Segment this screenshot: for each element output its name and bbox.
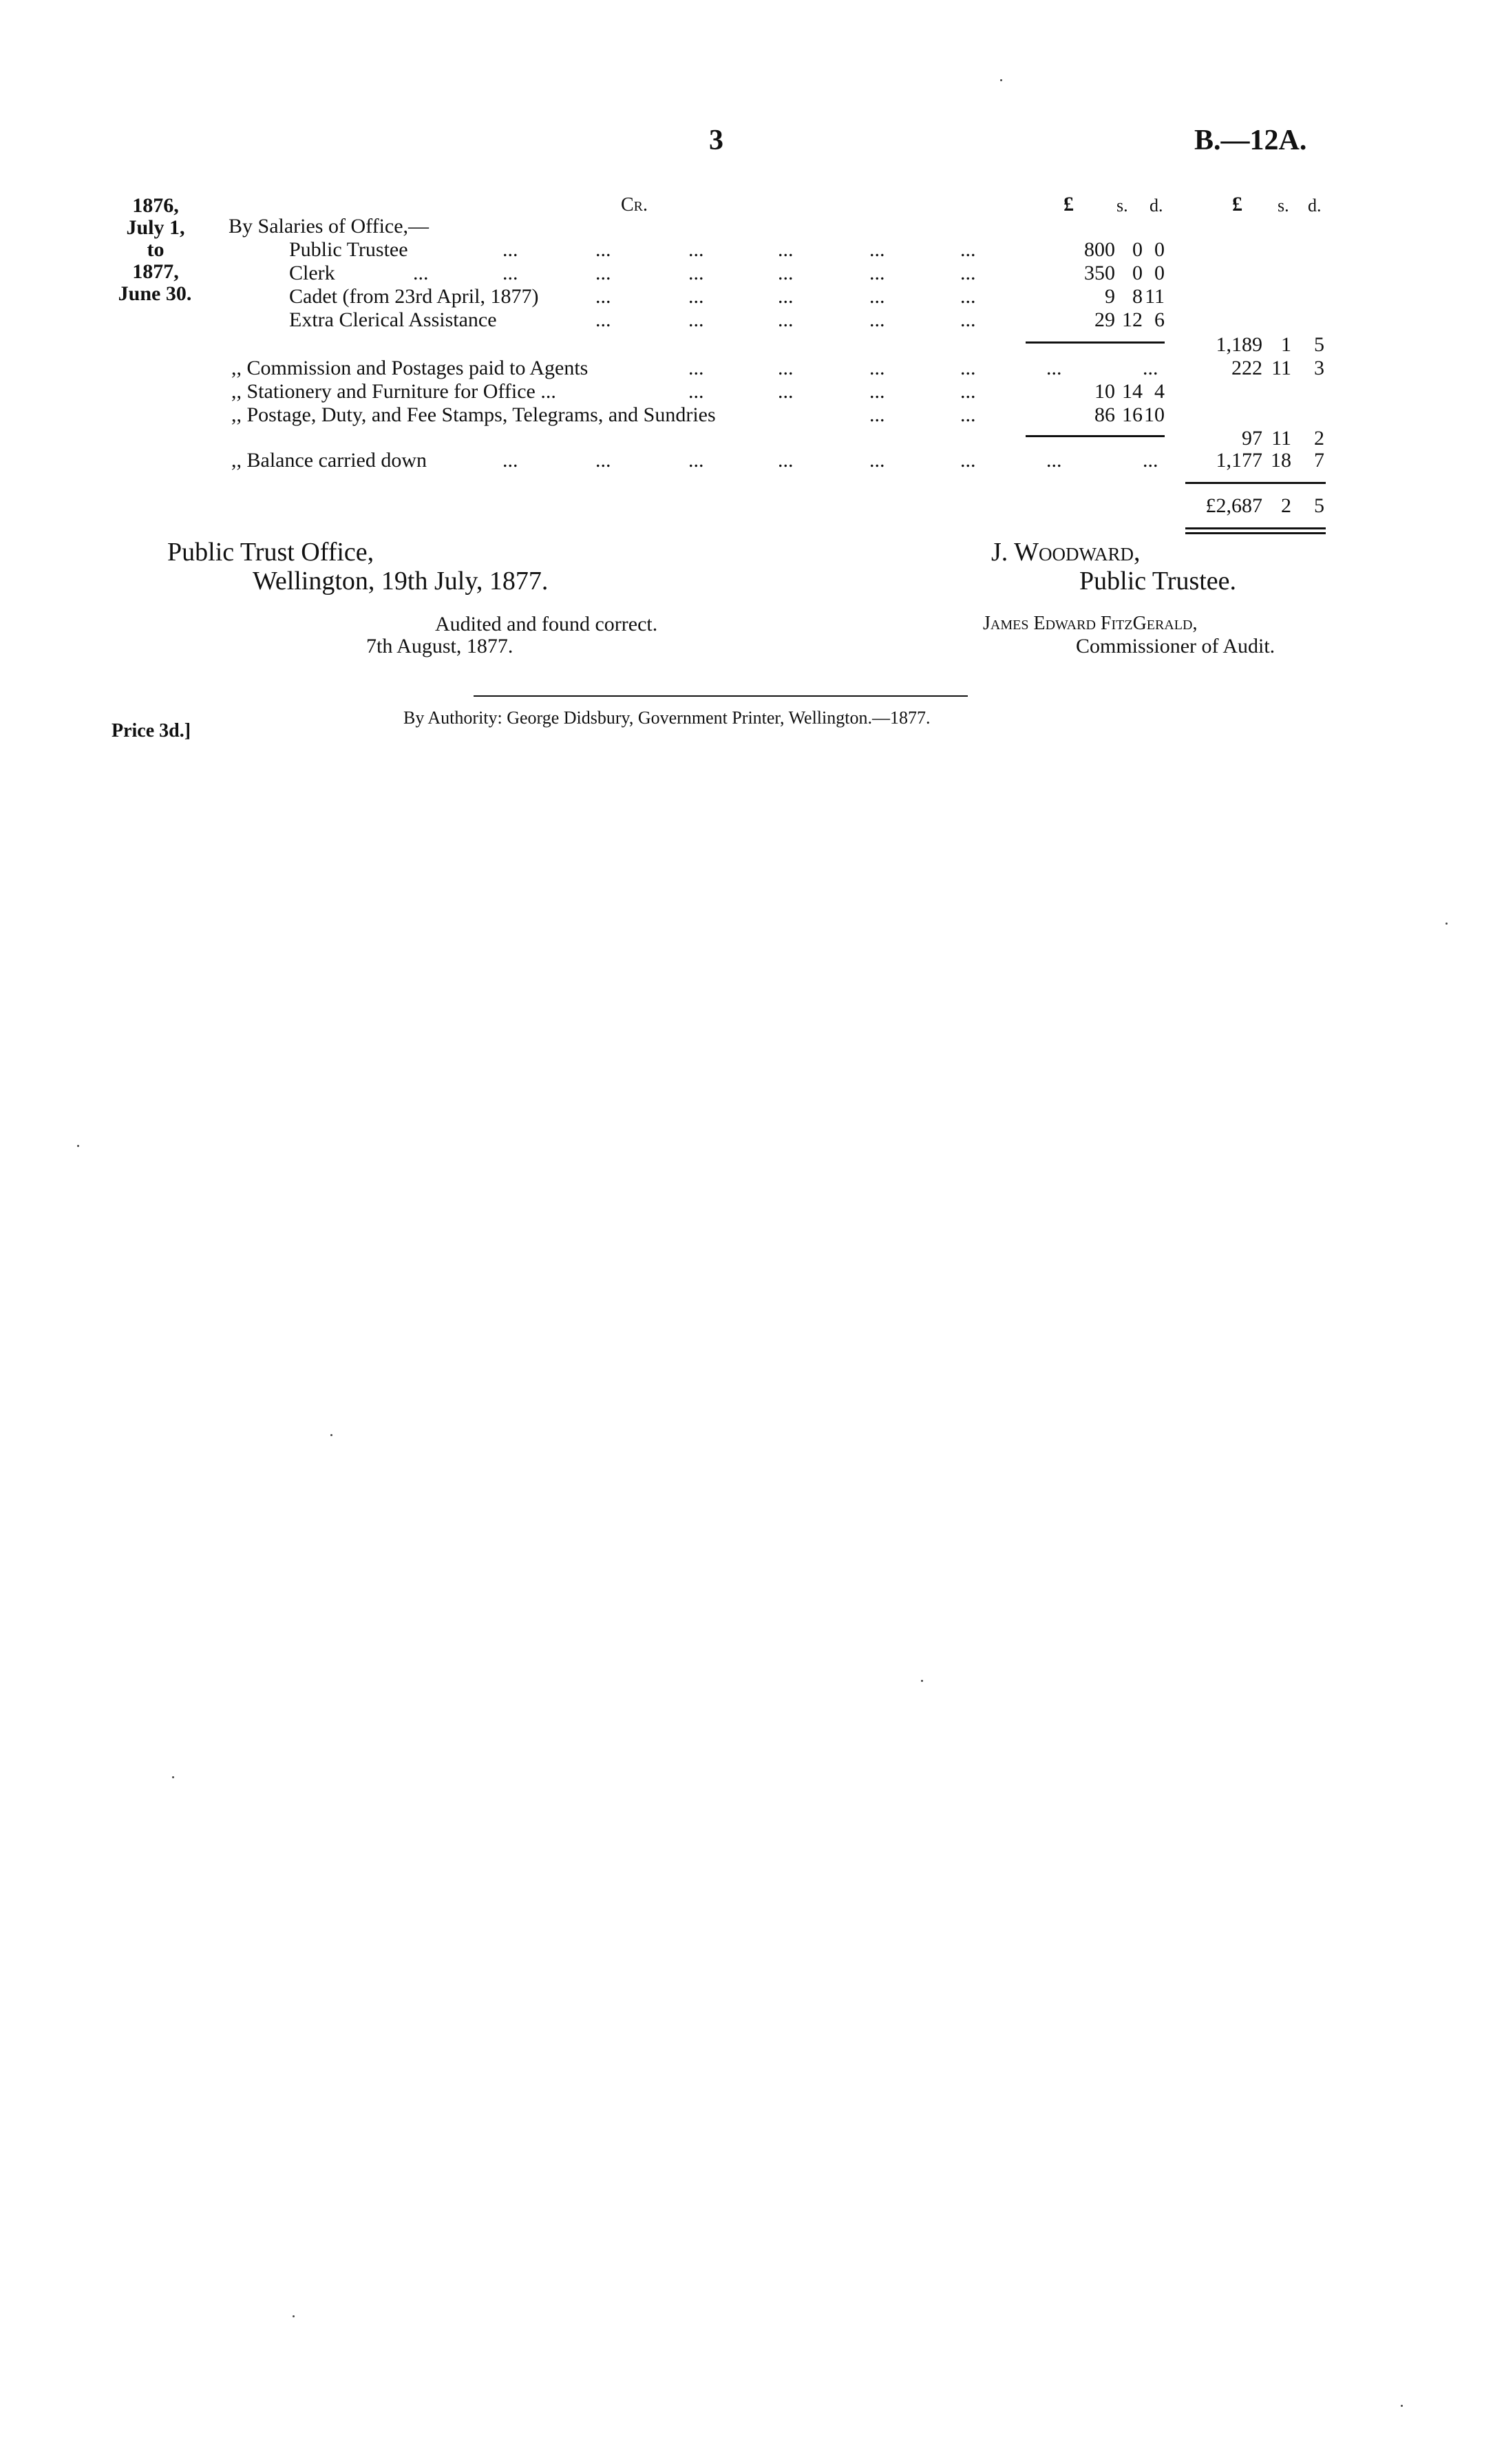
leader-dots: ... [688,262,704,284]
leader-dots: ... [960,285,976,308]
leader-dots: ... [778,449,794,472]
leader-dots: ... [688,285,704,308]
scan-speck [77,1145,79,1147]
postage-shillings: 16 [1122,403,1143,426]
stationery-shillings: 14 [1122,380,1143,403]
leader-dots: ... [778,238,794,261]
office-line-2: Wellington, 19th July, 1877. [253,567,549,596]
subtotal-rule [1026,435,1165,437]
office-line-1: Public Trust Office, [167,538,374,567]
grand-total-pounds: £2,687 [1205,494,1262,517]
amount-shillings: 0 [1132,238,1143,261]
leader-dots: ... [869,308,885,331]
leader-dots: ... [502,238,518,261]
leader-dots: ... [778,380,794,403]
signatory-name: J. Woodward, [991,538,1141,567]
total-shillings: 1 [1281,333,1291,356]
leader-dots: ... [595,285,611,308]
leader-dots: ... [778,357,794,379]
date-month-start: July 1, [126,216,185,239]
leader-dots: ... [960,449,976,472]
salary-label: Extra Clerical Assistance [289,308,497,331]
footer-rule [474,695,968,697]
date-month-end: June 30. [118,282,192,305]
subtotal-rule [1026,341,1165,344]
scan-speck [330,1434,332,1436]
date-year-end: 1877, [132,260,179,283]
leader-dots: ... [869,380,885,403]
leader-dots: ... [1046,449,1062,472]
page-number: 3 [709,125,723,156]
scan-speck [1445,923,1448,925]
commission-pounds: 222 [1231,357,1262,379]
leader-dots: ... [688,380,704,403]
leader-dots: ... [869,285,885,308]
printer-authority: By Authority: George Didsbury, Government Printer, Wellington.—1877. [403,708,931,728]
balance-shillings: 18 [1271,449,1291,472]
leader-dots: ... [502,262,518,284]
leader-dots: ... [960,308,976,331]
column-header-pounds-2: £ [1232,193,1242,215]
amount-pence: 0 [1154,238,1165,261]
salary-label: Public Trustee [289,238,408,261]
scan-speck [293,2315,295,2317]
commission-shillings: 11 [1271,357,1291,379]
leader-dots: ... [688,357,704,379]
leader-dots: ... [778,285,794,308]
leader-dots: ... [778,308,794,331]
amount-shillings: 12 [1122,308,1143,331]
scan-speck [172,1776,174,1778]
leader-dots: ... [1143,357,1158,379]
amount-pounds: 9 [1105,285,1115,308]
leader-dots: ... [960,380,976,403]
leader-dots: ... [595,449,611,472]
leader-dots: ... [688,449,704,472]
column-header-pence-2: d. [1308,196,1322,215]
total-pounds: 1,189 [1216,333,1262,356]
salaries-heading: By Salaries of Office,— [229,215,430,238]
leader-dots: ... [413,262,429,284]
amount-shillings: 0 [1132,262,1143,284]
credit-side-label: Cr. [621,194,648,215]
leader-dots: ... [960,403,976,426]
leader-dots: ... [960,262,976,284]
column-header-shillings-1: s. [1116,196,1128,215]
column-header-shillings-2: s. [1278,196,1289,215]
grand-total-pence: 5 [1314,494,1324,517]
total-pounds: 97 [1242,427,1262,450]
leader-dots: ... [869,357,885,379]
scan-speck [921,1680,923,1682]
amount-shillings: 8 [1132,285,1143,308]
leader-dots: ... [869,262,885,284]
leader-dots: ... [688,238,704,261]
leader-dots: ... [869,403,885,426]
date-to: to [147,238,165,261]
salary-label: Clerk [289,262,335,284]
date-year-start: 1876, [132,194,179,217]
auditor-title: Commissioner of Audit. [1076,635,1275,657]
amount-pence: 6 [1154,308,1165,331]
amount-pence: 11 [1145,285,1165,308]
balance-pence: 7 [1314,449,1324,472]
leader-dots: ... [869,238,885,261]
total-pence: 2 [1314,427,1324,450]
grand-total-shillings: 2 [1281,494,1291,517]
leader-dots: ... [960,357,976,379]
balance-pounds: 1,177 [1216,449,1262,472]
price-note: Price 3d.] [112,720,191,741]
balance-label: ,, Balance carried down [231,449,427,472]
total-rule-bottom [1185,532,1326,534]
leader-dots: ... [778,262,794,284]
leader-dots: ... [595,238,611,261]
amount-pounds: 29 [1094,308,1115,331]
scan-speck [1000,79,1002,81]
leader-dots: ... [595,308,611,331]
leader-dots: ... [960,238,976,261]
total-pence: 5 [1314,333,1324,356]
amount-pounds: 350 [1084,262,1115,284]
leader-dots: ... [595,262,611,284]
document-reference: B.—12A. [1194,125,1307,156]
stationery-label: ,, Stationery and Furniture for Office ... [231,380,556,403]
stationery-pounds: 10 [1094,380,1115,403]
leader-dots: ... [1143,449,1158,472]
stationery-pence: 4 [1154,380,1165,403]
amount-pounds: 800 [1084,238,1115,261]
salary-label: Cadet (from 23rd April, 1877) [289,285,539,308]
signatory-title: Public Trustee. [1079,567,1237,596]
audit-line-2: 7th August, 1877. [366,635,513,657]
leader-dots: ... [1046,357,1062,379]
total-rule-top [1185,482,1326,484]
commission-label: ,, Commission and Postages paid to Agents [231,357,589,379]
leader-dots: ... [869,449,885,472]
total-shillings: 11 [1271,427,1291,450]
postage-pounds: 86 [1094,403,1115,426]
auditor-name: James Edward FitzGerald, [983,613,1198,634]
total-rule-bottom [1185,527,1326,529]
column-header-pence-1: d. [1150,196,1163,215]
leader-dots: ... [688,308,704,331]
postage-pence: 10 [1144,403,1165,426]
scan-speck [1401,2405,1403,2407]
audit-line-1: Audited and found correct. [435,613,658,635]
column-header-pounds-1: £ [1063,193,1074,215]
postage-label: ,, Postage, Duty, and Fee Stamps, Telegrams, and Sundries [231,403,716,426]
commission-pence: 3 [1314,357,1324,379]
leader-dots: ... [502,449,518,472]
amount-pence: 0 [1154,262,1165,284]
